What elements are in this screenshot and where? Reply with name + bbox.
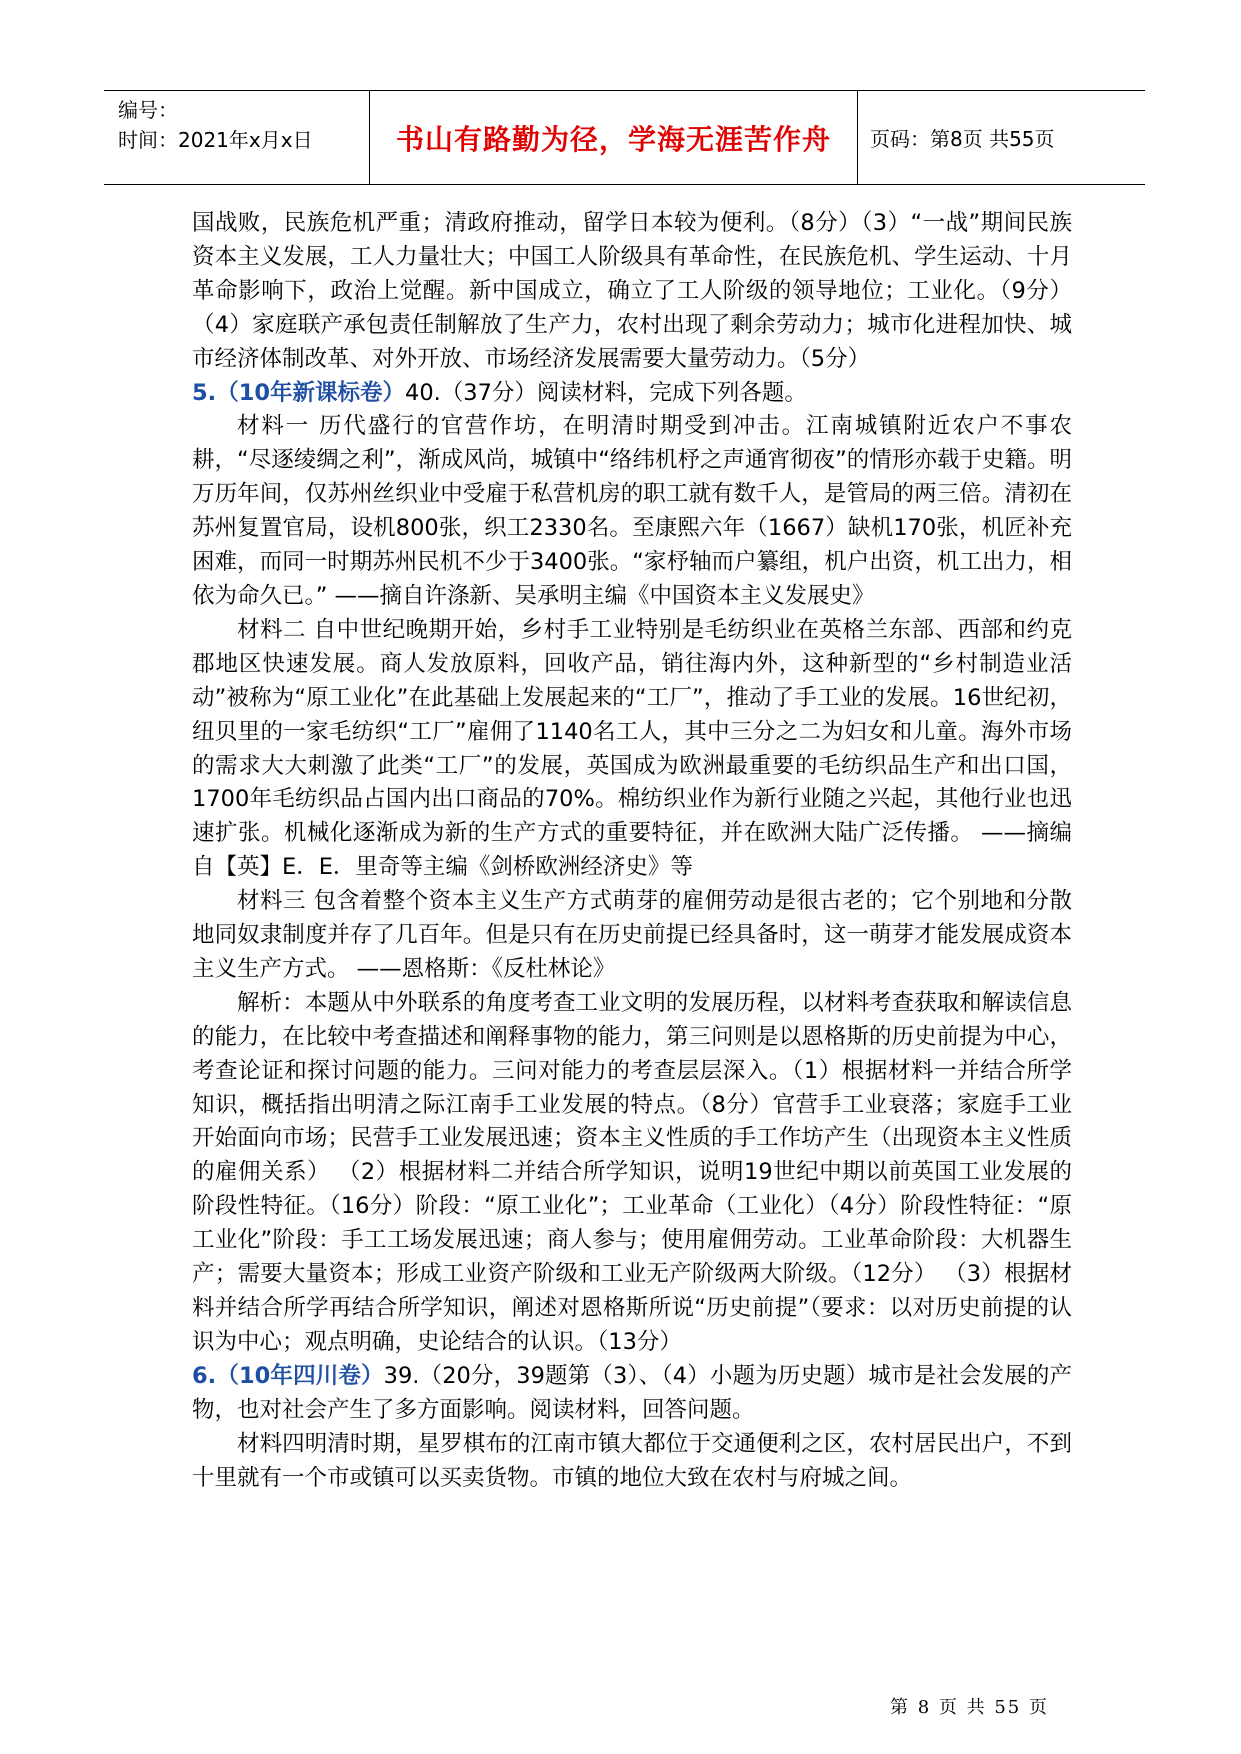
material-3: 材料三 包含着整个资本主义生产方式萌芽的雇佣劳动是很古老的；它个别地和分散地同奴隶制度并存了几百年。但是只有在历史前提已经具备时，这一萌芽才能发展成资本主义生产方式。 ——恩格斯：《反杜林论》 (192, 888, 1072, 982)
analysis-paragraph: 解析：本题从中外联系的角度考查工业文明的发展历程，以材料考查获取和解读信息的能力，在比较中考查描述和阐释事物的能力，第三问则是以恩格斯的历史前提为中心，考查论证和探讨问题的能力。三问对能力的考查层层深入。（1）根据材料一并结合所学知识，概括指出明清之际江南手工业发展的特点。（8分）官营手工业衰落；家庭手工业开始面向市场；民营手工业发展迅速；资本主义性质的手工作坊产生（出现资本主义性质的雇佣关系） （2）根据材料二并结合所学知识，说明19世纪中期以前英国工业发展的阶段性特征。（16分）阶段：“原工业化”；工业革命（工业化）（4分）阶段性特征：“原工业化”阶段：手工工场发展迅速；商人参与；使用雇佣劳动。工业革命阶段：大机器生产；需要大量资本；形成工业资产阶级和工业无产阶级两大阶级。（12分） （3）根据材料并结合所学再结合所学知识，阐述对恩格斯所说“历史前提”（要求：以对历史前提的认识为中心；观点明确，史论结合的认识。（13分） (192, 989, 1072, 1355)
material-1: 材料一 历代盛行的官营作坊，在明清时期受到冲击。江南城镇附近农户不事农耕，“尽逐绫绸之利”，渐成风尚，城镇中“络纬机杼之声通宵彻夜”的情形亦载于史籍。明万历年间，仅苏州丝织业中受雇于私营机房的职工就有数千人，是管局的两三倍。清初在苏州复置官局，设机800张，织工2330名。至康熙六年（1667）缺机170张，机匠补充困难，而同一时期苏州民机不少于3400张。“家杼轴而户纂组，机户出资，机工出力，相依为命久已。” ——摘自许涤新、吴承明主编《中国资本主义发展史》 (192, 413, 1072, 609)
document-body (192, 207, 1072, 1495)
question-5 (192, 377, 1072, 411)
page-footer: 第 8 页 共 55 页 (890, 1697, 1049, 1718)
header-right-cell (858, 91, 1145, 184)
material-4: 材料四明清时期，星罗棋布的江南市镇大都位于交通便利之区，农村居民出户，不到十里就有一个市或镇可以买卖货物。市镇的地位大致在农村与府城之间。 (192, 1430, 1072, 1491)
paragraph-answer-continuation: 国战败，民族危机严重；清政府推动，留学日本较为便利。（8分）（3）“一战”期间民族资本主义发展，工人力量壮大；中国工人阶级具有革命性，在民族危机、学生运动、十月革命影响下，政治上觉醒。新中国成立，确立了工人阶级的领导地位；工业化。（9分）（4）家庭联产承包责任制解放了生产力，农村出现了剩余劳动力；城市化进程加快、城市经济体制改革、对外开放、市场经济发展需要大量劳动力。（5分） (192, 210, 1072, 372)
page-header (104, 90, 1145, 185)
header-left-cell (104, 91, 370, 184)
header-motto-cell (370, 91, 858, 184)
question-6-text: 39.（20分，39题第（3）、（4）小题为历史题）城市是社会发展的产物，也对社会产生了多方面影响。阅读材料，回答问题。 (192, 1362, 1072, 1423)
question-6 (192, 1360, 1072, 1428)
serial-label: 编号： (118, 98, 178, 122)
question-5-label: 5.（10年新课标卷） (192, 379, 406, 406)
motto-text: 书山有路勤为径，学海无涯苦作舟 (395, 122, 831, 156)
time-label: 时间：2021年x月x日 (118, 128, 313, 152)
page-number-label: 页码：第8页 共55页 (870, 127, 1055, 151)
question-6-label: 6.（10年四川卷） (192, 1362, 384, 1389)
question-5-text: 40.（37分）阅读材料，完成下列各题。 (405, 379, 807, 406)
material-2: 材料二 自中世纪晚期开始，乡村手工业特别是毛纺织业在英格兰东部、西部和约克郡地区快速发展。商人发放原料，回收产品，销往海内外，这种新型的“乡村制造业活动”被称为“原工业化”在此基础上发展起来的“工厂”，推动了手工业的发展。16世纪初，纽贝里的一家毛纺织“工厂”雇佣了1140名工人，其中三分之二为妇女和儿童。海外市场的需求大大刺激了此类“工厂”的发展，英国成为欧洲最重要的毛纺织品生产和出口国，1700年毛纺织品占国内出口商品的70%。棉纺织业作为新行业随之兴起，其他行业也迅速扩张。机械化逐渐成为新的生产方式的重要特征，并在欧洲大陆广泛传播。 ——摘编自【英】E．E．里奇等主编《剑桥欧洲经济史》等 (192, 616, 1072, 881)
